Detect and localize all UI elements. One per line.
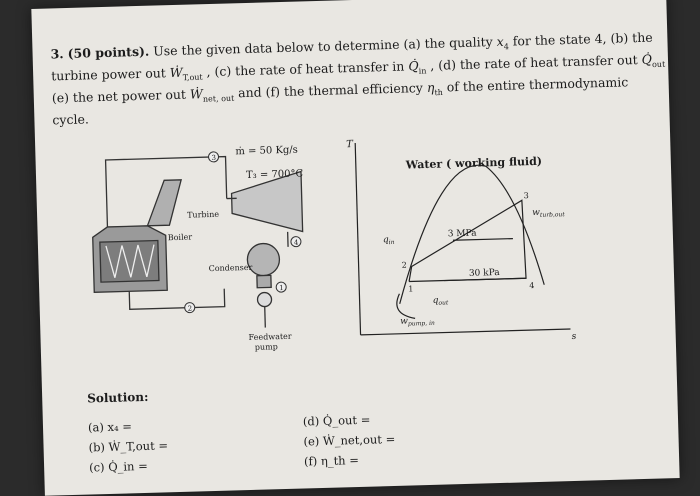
quality-subscript: 4 — [504, 42, 509, 51]
q-out-label: $q_{out}$ — [432, 295, 449, 306]
answer-e: (e) Ẇ_net,out = — [303, 434, 395, 448]
problem-line3-mid: and (f) the thermal efficiency — [238, 80, 423, 100]
heat-in-variable: Q̇ — [408, 58, 419, 73]
condenser-outlet — [257, 275, 271, 287]
turbine-power-variable: Ẇ — [170, 65, 183, 80]
pump-shaft — [265, 307, 266, 328]
turbine-work-label: $w_{turb,out}$ — [532, 207, 565, 219]
pump-label-line2: pump — [255, 342, 278, 352]
ts-state-1: 1 — [408, 284, 413, 293]
t-axis-label: T — [346, 139, 354, 150]
low-pressure-line — [444, 278, 526, 280]
ts-diagram-title: Water ( working fluid) — [405, 155, 543, 172]
ts-state-3: 3 — [524, 191, 529, 200]
quality-variable: x — [496, 34, 503, 49]
condenser-label: Condenser — [209, 263, 253, 273]
problem-points: (50 points). — [67, 44, 149, 61]
problem-line3-tail: of the entire thermodynamic — [446, 74, 628, 94]
answer-c: (c) Q̇_in = — [89, 461, 148, 474]
net-power-subscript: net, out — [203, 94, 235, 104]
solution-heading: Solution: — [87, 391, 149, 405]
answer-f: (f) η_th = — [304, 455, 359, 468]
state-1-label: 1 — [279, 284, 284, 292]
turbine-label: Turbine — [187, 210, 219, 220]
turbine-power-subscript: T,out — [183, 73, 203, 83]
state-4-label: 4 — [294, 239, 299, 247]
t-axis-line — [355, 143, 360, 335]
efficiency-subscript: th — [434, 88, 443, 97]
pump-work-arrow — [397, 293, 416, 318]
heat-out-variable: Q̇ — [641, 52, 652, 67]
heat-out-subscript: out — [652, 60, 665, 69]
mass-flow-label: ṁ = 50 Kg/s — [235, 145, 298, 158]
low-pressure-label: 30 kPa — [469, 268, 501, 279]
s-axis-label: s — [572, 332, 577, 342]
problem-line2-tail: , (d) the rate of heat transfer out — [430, 52, 638, 73]
problem-line2-text: turbine power out — [51, 65, 166, 83]
boiler-label: Boiler — [168, 233, 193, 243]
high-pressure-label: 3 MPa — [448, 229, 478, 240]
feedwater-pump-shape — [257, 292, 271, 306]
problem-line3-text: (e) the net power out — [52, 87, 187, 106]
pump-label-line1: Feedwater — [248, 332, 292, 342]
ts-state-2: 2 — [401, 261, 406, 270]
problem-line1-tail: for the state 4, (b) the — [513, 30, 653, 49]
turbine-shape — [231, 171, 303, 233]
problem-line-4: cycle. — [52, 113, 89, 127]
state-3-label: 3 — [211, 154, 216, 162]
answer-b: (b) Ẇ_T,out = — [88, 440, 168, 454]
cycle-path — [407, 200, 526, 281]
ts-state-4: 4 — [529, 281, 534, 290]
turbine-inlet-temp: T₃ = 700°C — [246, 168, 304, 181]
worksheet-page — [31, 0, 679, 496]
boiler-stack — [146, 180, 182, 226]
problem-number: 3. — [50, 46, 63, 61]
answer-a: (a) x₄ = — [88, 421, 132, 434]
s-axis-line — [361, 329, 571, 335]
net-power-variable: Ẇ — [190, 86, 203, 101]
answer-d: (d) Q̇_out = — [303, 415, 371, 428]
efficiency-variable: η — [427, 80, 435, 95]
problem-line2-mid: , (c) the rate of heat transfer in — [206, 59, 404, 80]
q-in-label: $q_{in}$ — [383, 235, 395, 246]
problem-line1-text: Use the given data below to determine (a) the quality — [153, 34, 493, 58]
ts-diagram — [340, 129, 576, 345]
pump-work-label: $w_{pump, in}$ — [400, 316, 435, 328]
heat-in-subscript: in — [419, 66, 427, 75]
rankine-schematic — [85, 136, 331, 358]
state-2-label: 2 — [188, 305, 193, 313]
